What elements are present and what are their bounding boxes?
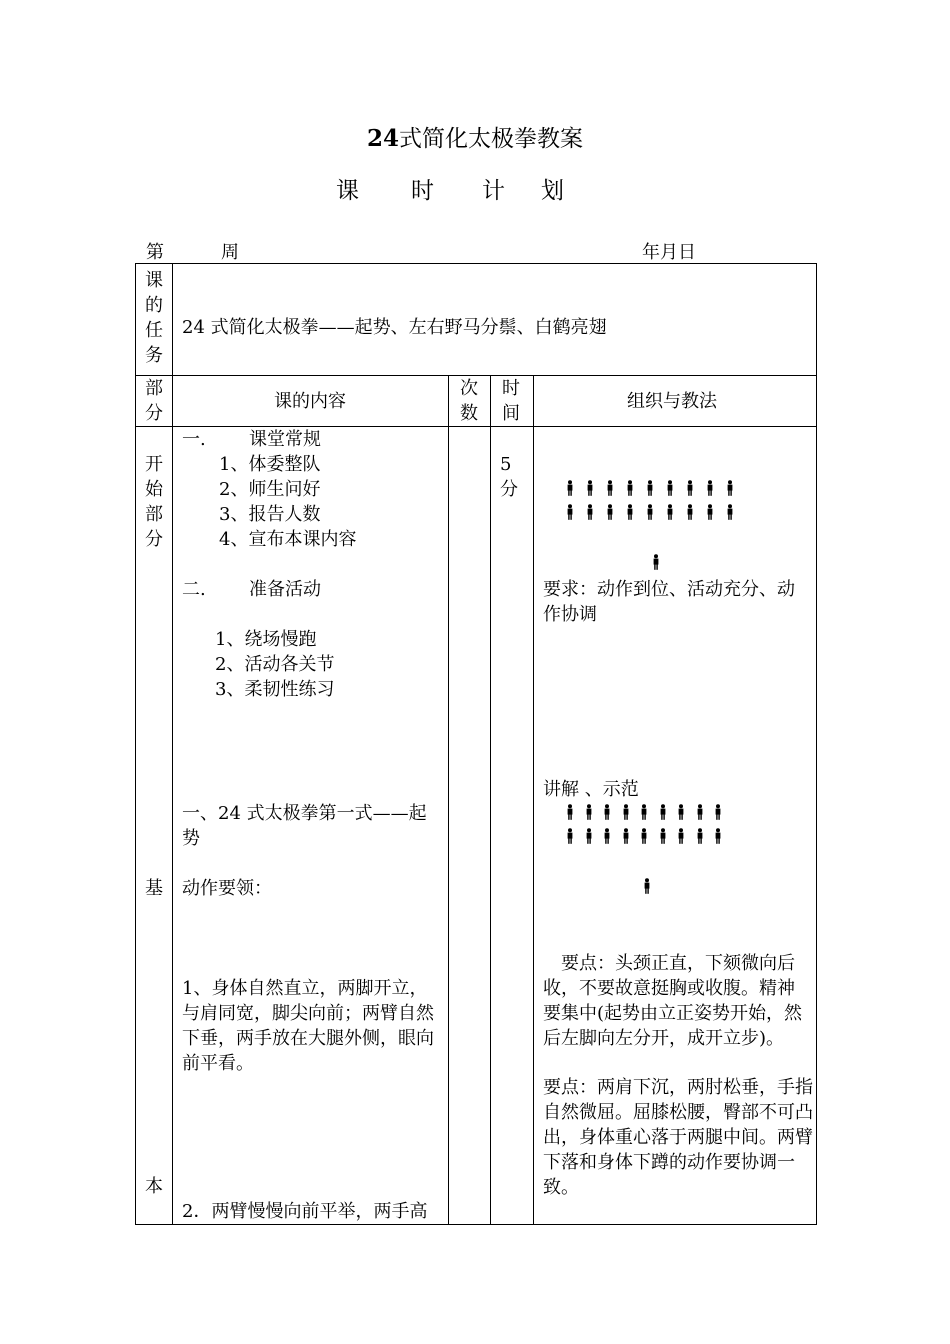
list-item: 1、绕场慢跑 — [215, 629, 317, 650]
student-icon — [686, 480, 694, 496]
date-label: 年月日 — [642, 242, 696, 263]
student-icon — [677, 804, 685, 820]
student-icon — [659, 804, 667, 820]
student-icon — [706, 480, 714, 496]
student-icon — [666, 480, 674, 496]
student-icon — [686, 504, 694, 520]
student-icon — [586, 480, 594, 496]
section-2-title: 准备活动 — [249, 579, 321, 600]
section-3-subtitle: 动作要领： — [182, 878, 272, 899]
header-duration: 时 间 — [502, 378, 520, 424]
student-icon — [622, 828, 630, 844]
key-points-1: 要点：头颈正直，下颏微向后收，不要故意挺胸或收腹。精神要集中(起势由立正姿势开始，然后左脚向左分开，成开立步)。 — [543, 953, 803, 1049]
student-icon — [659, 828, 667, 844]
list-item: 2、师生问好 — [219, 479, 321, 500]
section-basic: 本 — [145, 1176, 163, 1197]
subtitle-char: 划 — [541, 178, 564, 204]
requirement-text: 要求：动作到位、活动充分、动作协调 — [543, 579, 795, 625]
section-3-title: 一、24 式太极拳第一式——起势 — [182, 803, 427, 849]
list-item: 3、报告人数 — [219, 504, 321, 525]
student-icon — [603, 828, 611, 844]
section-basic: 基 — [145, 878, 163, 899]
student-icon — [726, 480, 734, 496]
student-icon — [714, 828, 722, 844]
student-icon — [706, 504, 714, 520]
student-icon — [626, 480, 634, 496]
student-icon — [677, 828, 685, 844]
list-item: 3、柔韧性练习 — [215, 679, 335, 700]
student-icon — [606, 504, 614, 520]
task-label: 课 的 任 务 — [145, 270, 163, 366]
subtitle-char: 计 — [482, 178, 505, 204]
student-icon — [696, 804, 704, 820]
document-title — [0, 120, 950, 153]
header-part: 部 分 — [145, 378, 163, 424]
student-icon — [566, 804, 574, 820]
duration-unit: 分 — [500, 479, 518, 500]
key-points-2: 要点：两肩下沉，两肘松垂，手指自然微屈。屈膝松腰，臀部不可凸出，身体重心落于两腿中间。两臂下落和身体下蹲的动作要协调一致。 — [543, 1077, 813, 1198]
student-icon — [640, 828, 648, 844]
subtitle-char: 时 — [411, 178, 434, 204]
list-item: 2、活动各关节 — [215, 654, 335, 675]
student-icon — [726, 504, 734, 520]
week-suffix: 周 — [221, 242, 239, 263]
student-icon — [646, 504, 654, 520]
student-icon — [585, 828, 593, 844]
list-item: 4、宣布本课内容 — [219, 529, 357, 550]
step-1-paragraph: 1、身体自然直立，两脚开立，与肩同宽，脚尖向前；两臂自然下垂，两手放在大腿外侧，眼向前平看。 — [182, 978, 434, 1074]
week-prefix: 第 — [146, 242, 164, 263]
demo-text: 讲解 、示范 — [543, 779, 639, 800]
header-content: 课的内容 — [274, 391, 346, 412]
student-icon — [622, 804, 630, 820]
list-item: 1、体委整队 — [219, 454, 321, 475]
student-icon — [666, 504, 674, 520]
duration-value: 5 — [500, 454, 512, 475]
student-icon — [646, 480, 654, 496]
section-start: 开 始 部 分 — [145, 454, 163, 550]
title-number: 24 — [366, 125, 399, 152]
section-1-title: 课堂常规 — [249, 429, 321, 450]
section-1-number: 一. — [182, 429, 206, 450]
student-icon — [626, 504, 634, 520]
student-icon — [696, 828, 704, 844]
student-icon — [714, 804, 722, 820]
subtitle-char: 课 — [336, 178, 359, 204]
header-method: 组织与教法 — [627, 391, 717, 412]
student-icon — [603, 804, 611, 820]
step-2-paragraph: 2．两臂慢慢向前平举，两手高 — [182, 1201, 428, 1222]
section-2-number: 二. — [182, 579, 206, 600]
student-icon — [586, 504, 594, 520]
student-icon — [640, 804, 648, 820]
header-times: 次 数 — [460, 378, 478, 424]
student-icon — [566, 504, 574, 520]
student-icon — [566, 828, 574, 844]
student-icon — [585, 804, 593, 820]
title-text: 式简化太极拳教案 — [399, 126, 583, 152]
student-icon — [566, 480, 574, 496]
teacher-icon — [643, 878, 651, 894]
teacher-icon — [652, 554, 660, 570]
student-icon — [606, 480, 614, 496]
task-text: 24 式简化太极拳——起势、左右野马分鬃、白鹤亮翅 — [182, 317, 607, 338]
